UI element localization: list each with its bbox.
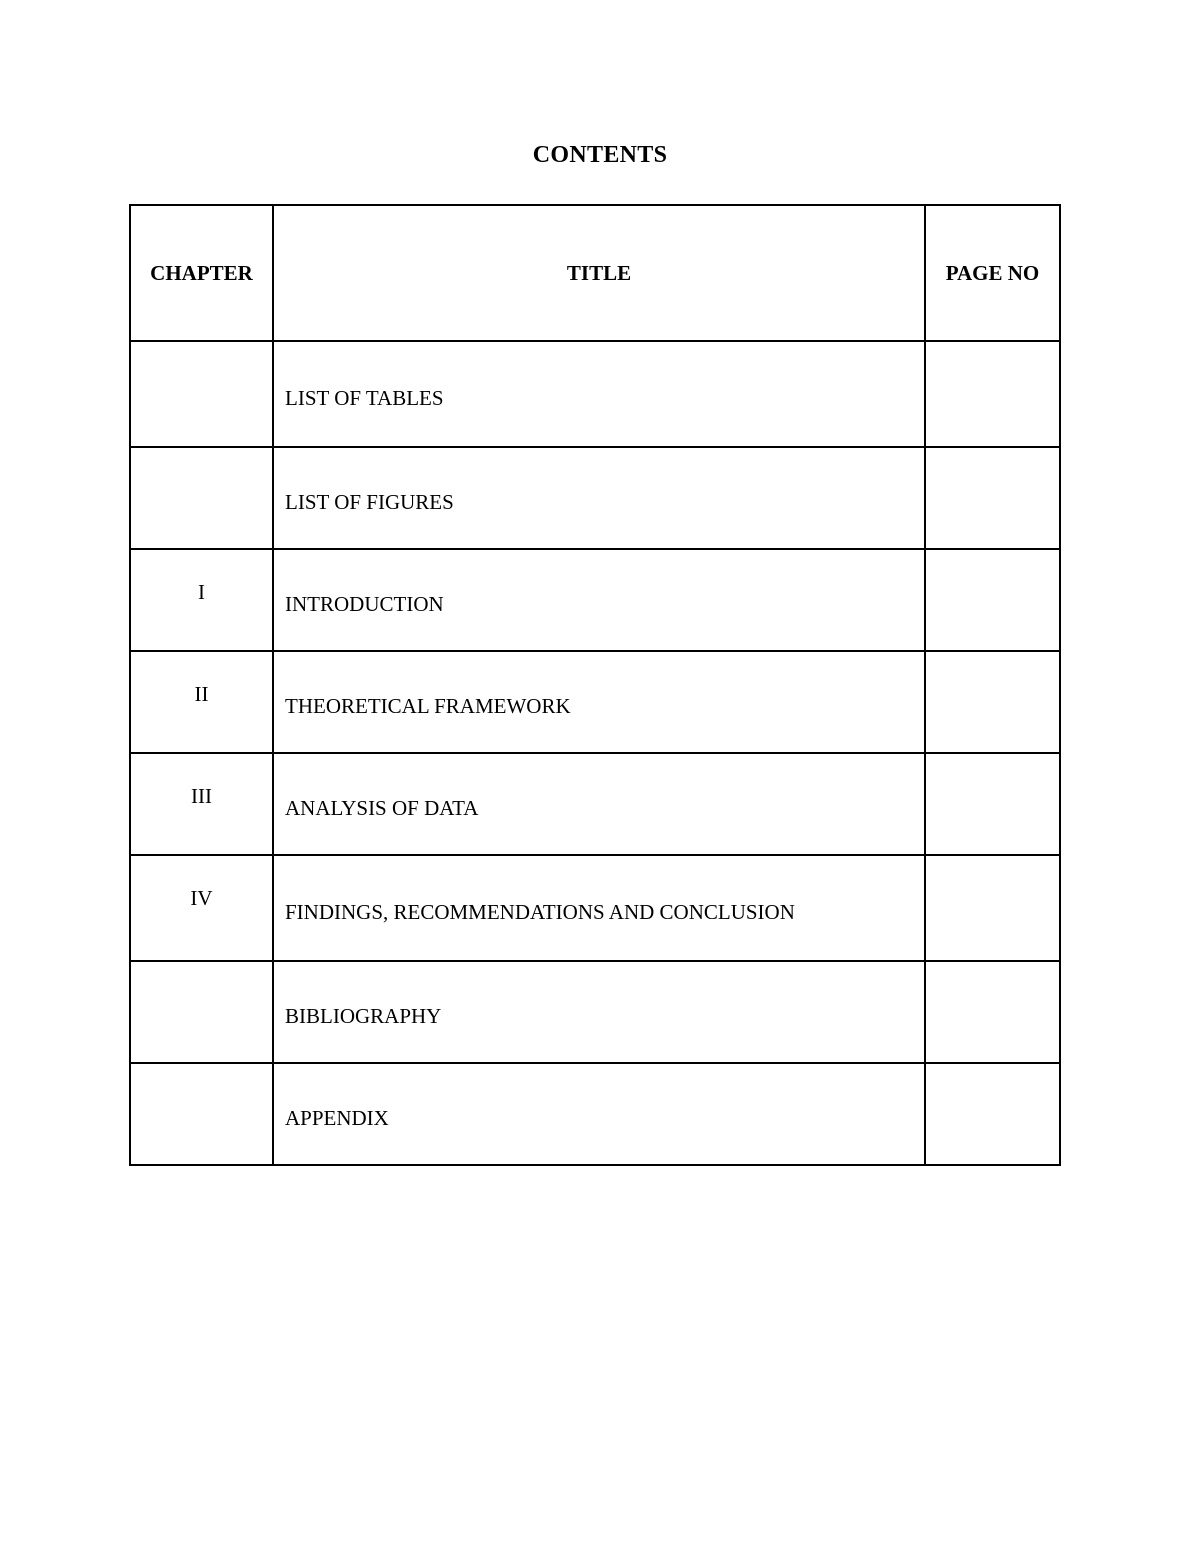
table-row (130, 855, 1060, 961)
chapter-number: II (194, 682, 209, 706)
title-cell (273, 651, 925, 753)
chapter-number (131, 342, 272, 372)
title-cell (273, 341, 925, 447)
page-cell (925, 341, 1060, 447)
chapter-title: LIST OF FIGURES (285, 489, 454, 514)
title-cell (273, 1063, 925, 1165)
table-row (130, 341, 1060, 447)
table-row (130, 753, 1060, 855)
chapter-cell (130, 753, 273, 855)
chapter-number: IV (190, 886, 213, 910)
chapter-title: INTRODUCTION (285, 591, 444, 616)
chapter-title: BIBLIOGRAPHY (285, 1003, 442, 1028)
title-cell (273, 855, 925, 961)
title-cell (273, 753, 925, 855)
chapter-number: III (191, 784, 212, 808)
chapter-number (131, 1064, 272, 1094)
page-cell (925, 651, 1060, 753)
page-cell (925, 549, 1060, 651)
page-cell (925, 447, 1060, 549)
page-cell (925, 753, 1060, 855)
table-row (130, 549, 1060, 651)
table-row (130, 651, 1060, 753)
header-page-no: PAGE NO (925, 205, 1060, 341)
chapter-cell (130, 855, 273, 961)
chapter-cell (130, 549, 273, 651)
chapter-title: APPENDIX (285, 1105, 389, 1130)
contents-table (129, 204, 1061, 1166)
chapter-cell (130, 1063, 273, 1165)
table-row (130, 1063, 1060, 1165)
header-title: TITLE (273, 205, 925, 341)
chapter-number (131, 962, 272, 992)
chapter-cell (130, 651, 273, 753)
page-cell (925, 1063, 1060, 1165)
title-cell (273, 549, 925, 651)
table-row (130, 961, 1060, 1063)
chapter-cell (130, 961, 273, 1063)
chapter-cell (130, 447, 273, 549)
chapter-title: FINDINGS, RECOMMENDATIONS AND CONCLUSION (285, 899, 795, 924)
chapter-number: I (198, 580, 205, 604)
header-chapter: CHAPTER (130, 205, 273, 341)
title-cell (273, 447, 925, 549)
page-cell (925, 961, 1060, 1063)
page-title: CONTENTS (532, 142, 668, 168)
page-cell (925, 855, 1060, 961)
chapter-cell (130, 341, 273, 447)
chapter-number (131, 448, 272, 478)
title-cell (273, 961, 925, 1063)
table-row (130, 447, 1060, 549)
chapter-title: ANALYSIS OF DATA (285, 795, 479, 820)
table-header-row (130, 205, 1060, 341)
chapter-title: LIST OF TABLES (285, 385, 444, 410)
chapter-title: THEORETICAL FRAMEWORK (285, 693, 571, 718)
